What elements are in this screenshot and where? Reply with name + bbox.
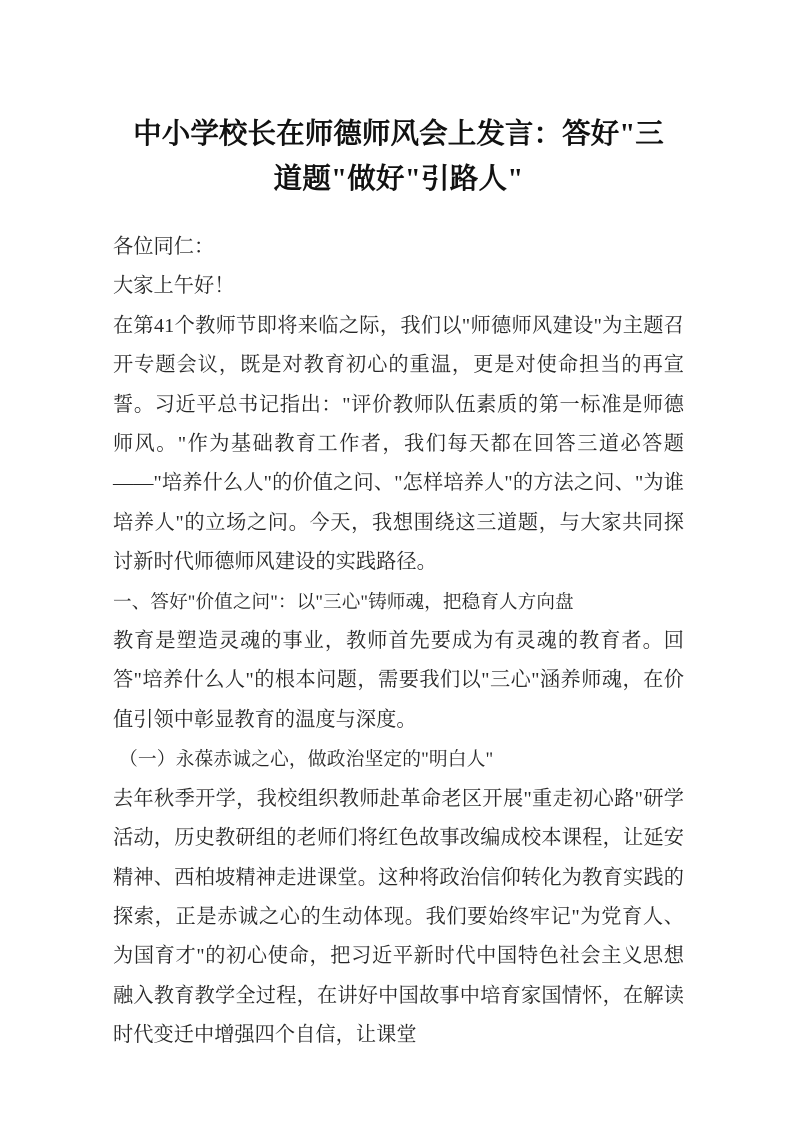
paragraph-section-one-intro: 教育是塑造灵魂的事业，教师首先要成为有灵魂的教育者。回答"培养什么人"的根本问题，需要我们以"三心"涵养师魂，在价值引领中彰显教育的温度与深度。 (113, 630, 684, 731)
subsection-heading-one: （一）永葆赤诚之心，做政治坚定的"明白人" (119, 749, 494, 771)
page-title-line-1: 中小学校长在师德师风会上发言：答好"三 (133, 119, 664, 150)
paragraph-greeting: 大家上午好！ (113, 275, 235, 298)
paragraph-subsection-one-body: 去年秋季开学，我校组织教师赴革命老区开展"重走初心路"研学活动，历史教研组的老师们将红色故事改编成校本课程，让延安精神、西柏坡精神走进课堂。这种将政治信仰转化为教育实践的探索，正是赤诚之心的生动体现。我们要始终牢记"为党育人、为国育才"的初心使命，把习近平新时代中国特色社会主义思想融入教育教学全过程，在讲好中国故事中培育家国情怀，在解读时代变迁中增强四个自信，让课堂 (113, 787, 684, 1047)
paragraph-salutation: 各位同仁： (113, 236, 215, 258)
document-content (113, 0, 684, 1056)
document-body (113, 228, 684, 1056)
page-title-line-2: 道题"做好"引路人" (273, 164, 524, 195)
section-heading-one: 一、答好"价值之问"：以"三心"铸师魂，把稳育人方向盘 (113, 591, 574, 613)
paragraph-opening: 在第41个教师节即将来临之际，我们以"师德师风建设"为主题召开专题会议，既是对教育初心的重温，更是对使命担当的再宣誓。习近平总书记指出："评价教师队伍素质的第一标准是师德师风。"作为基础教育工作者，我们每天都在回答三道必答题——"培养什么人"的价值之问、"怎样培养人"的方法之问、"为谁培养人"的立场之问。今天，我想围绕这三道题，与大家共同探讨新时代师德师风建设的实践路径。 (113, 314, 684, 574)
page-title (113, 0, 684, 202)
